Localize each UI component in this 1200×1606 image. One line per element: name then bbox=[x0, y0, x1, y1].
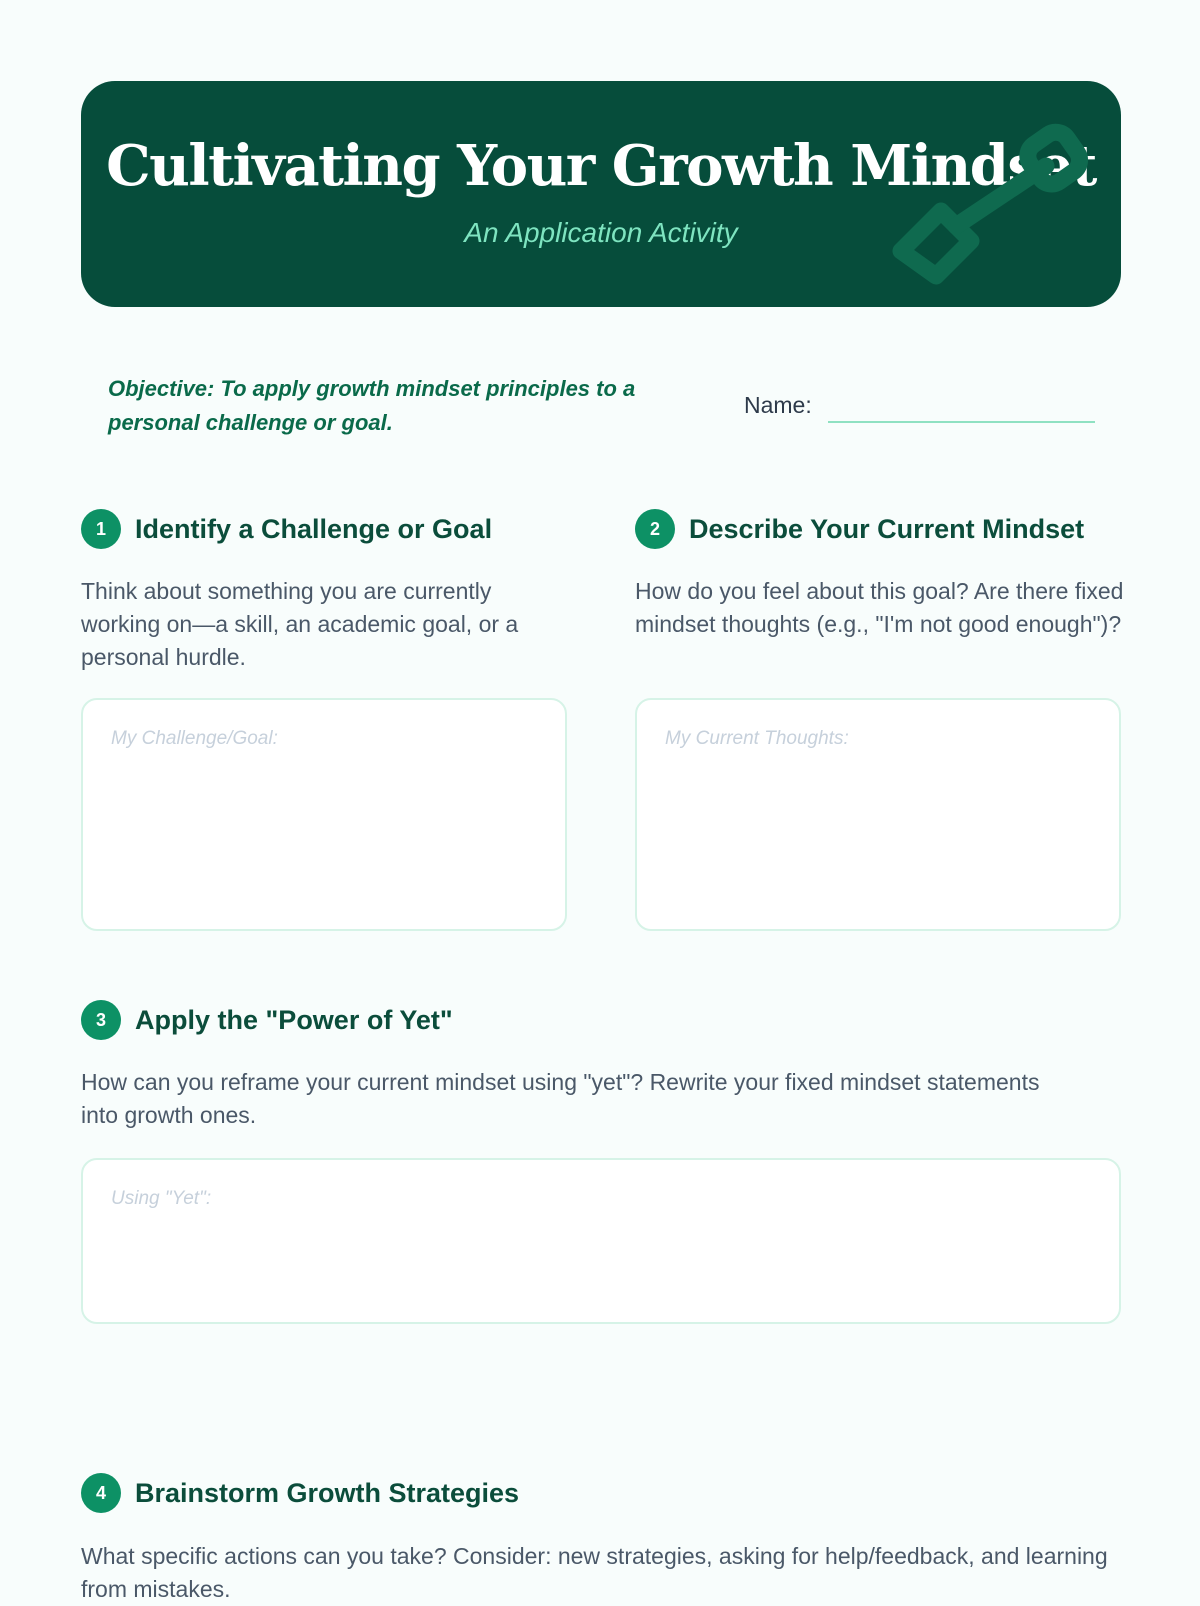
section-title: Brainstorm Growth Strategies bbox=[135, 1477, 520, 1508]
section-4-description: What specific actions can you take? Consider: new strategies, asking for help/feedback, and learning from mistakes. bbox=[81, 1543, 1108, 1602]
step-number-badge: 4 bbox=[81, 1473, 121, 1513]
power-of-yet-answer-box[interactable] bbox=[81, 1158, 1121, 1324]
current-thoughts-answer-box[interactable] bbox=[635, 698, 1121, 931]
shovel-icon bbox=[871, 116, 1101, 306]
answer-placeholder: My Current Thoughts: bbox=[665, 728, 849, 749]
name-field[interactable] bbox=[828, 421, 1095, 423]
section-4-heading bbox=[81, 1473, 519, 1513]
section-3-description: How can you reframe your current mindset using "yet"? Rewrite your fixed mindset statements into growth ones. bbox=[81, 1069, 1040, 1128]
answer-placeholder: Using "Yet": bbox=[111, 1188, 212, 1209]
section-title: Apply the "Power of Yet" bbox=[135, 1004, 453, 1035]
section-3-heading bbox=[81, 1000, 453, 1040]
section-title: Describe Your Current Mindset bbox=[689, 513, 1085, 544]
section-2-heading bbox=[635, 509, 1084, 549]
page-subtitle: An Application Activity bbox=[464, 217, 738, 248]
challenge-goal-answer-box[interactable] bbox=[81, 698, 567, 931]
header-banner bbox=[81, 81, 1121, 307]
section-title: Identify a Challenge or Goal bbox=[135, 513, 493, 544]
objective-text: Objective: To apply growth mindset principles to a personal challenge or goal. bbox=[108, 376, 636, 435]
step-number-badge: 1 bbox=[81, 509, 121, 549]
answer-placeholder: My Challenge/Goal: bbox=[111, 728, 278, 749]
step-number-badge: 3 bbox=[81, 1000, 121, 1040]
page-title: Cultivating Your Growth Mindset bbox=[106, 133, 1096, 199]
section-1-description: Think about something you are currently working on—a skill, an academic goal, or a personal hurdle. bbox=[81, 578, 519, 670]
section-1-heading bbox=[81, 509, 492, 549]
step-number-badge: 2 bbox=[635, 509, 675, 549]
section-2-description: How do you feel about this goal? Are there fixed mindset thoughts (e.g., "I'm not good enough")? bbox=[635, 578, 1124, 637]
name-label: Name: bbox=[744, 392, 812, 418]
